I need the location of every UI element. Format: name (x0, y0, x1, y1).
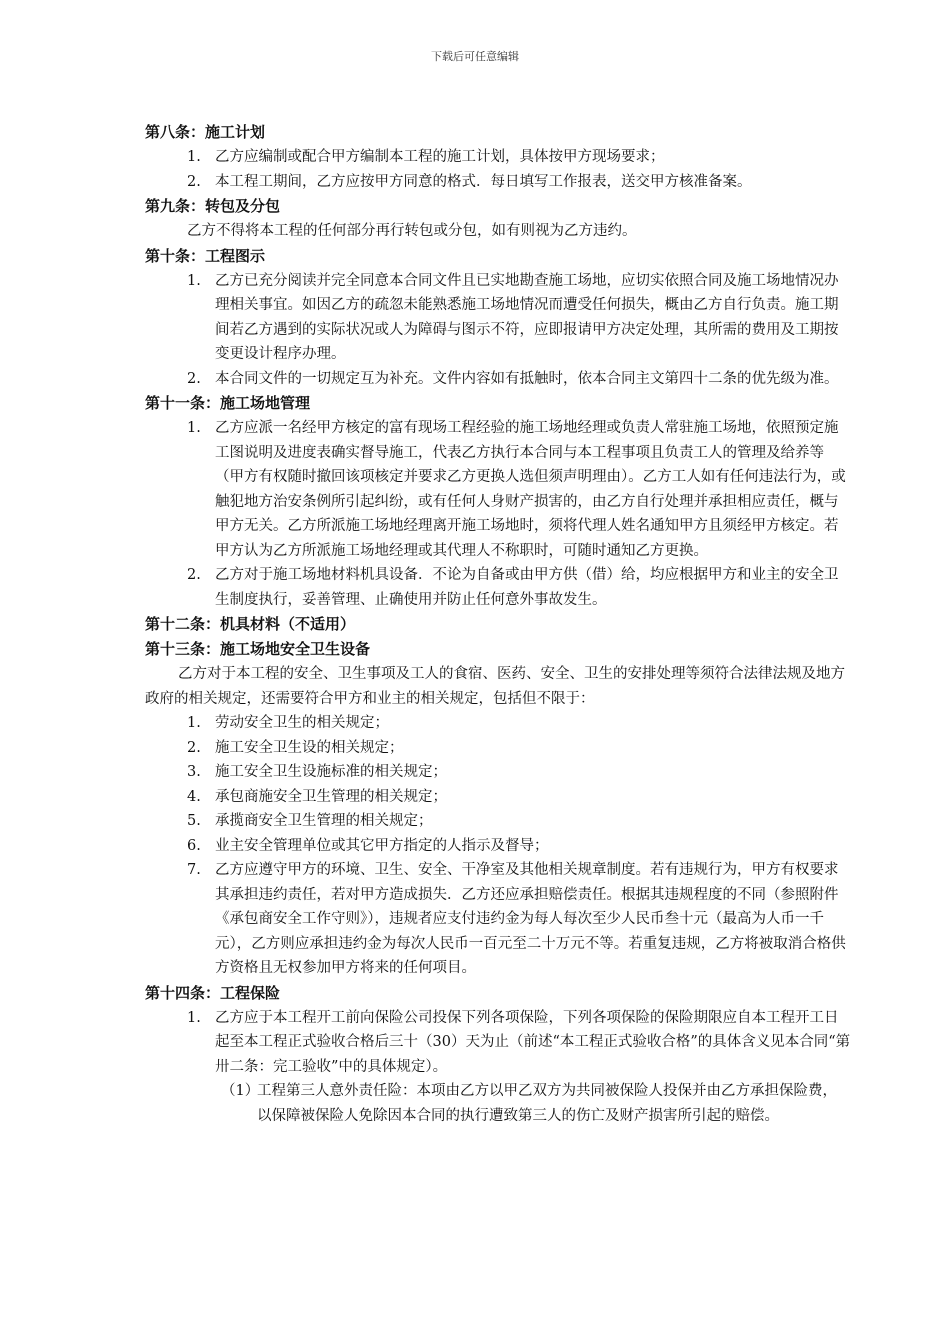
section-title: 第十二条：机具材料（不适用） (145, 615, 356, 633)
item-number: 1. (187, 149, 201, 165)
list-item (145, 1006, 851, 1080)
item-number: 1. (187, 1009, 201, 1026)
sub-item-text: 工程第三人意外责任险：本项由乙方以甲乙双方为共同被保险人投保并由乙方承担保险费，以保障被保险人免除因本合同的执行遭致第三人的伤亡及财产损害所引起的赔偿。 (257, 1083, 837, 1124)
section-title: 第十四条：工程保险 (145, 983, 281, 1002)
item-text: 承包商施安全卫生管理的相关规定； (215, 788, 447, 805)
item-text: 本工程工期间，乙方应按甲方同意的格式．每日填写工作报表，送交甲方核准备案。 (215, 173, 752, 190)
list-item (145, 416, 851, 563)
list-item (145, 145, 851, 170)
item-text: 业主安全管理单位或其它甲方指定的人指示及督导； (215, 837, 549, 854)
item-number: 5. (187, 813, 201, 829)
item-text: 乙方对于施工场地材料机具设备．不论为自备或由甲方供（借）给，均应根据甲方和业主的安全卫生制度执行，妥善管理、止确使用并防止任何意外事故发生。 (215, 567, 839, 608)
item-number: 2. (187, 370, 201, 387)
list-item (145, 170, 851, 195)
list-item (145, 711, 851, 736)
item-number: 4. (187, 788, 201, 805)
item-text: 施工安全卫生设施标准的相关规定； (215, 764, 447, 780)
item-text: 乙方已充分阅读并完全同意本合同文件且已实地勘查施工场地，应切实依照合同及施工场地情况办理相关事宜。如因乙方的疏忽未能熟悉施工场地情况而遭受任何损失，概由乙方自行负责。施工期间若乙方遇到的实际状况或人为障碍与图示不符，应即报请甲方决定处理，其所需的费用及工期按变更设计程序办理。 (215, 272, 839, 362)
item-number: 1. (187, 420, 201, 436)
section-paragraph: 乙方对于本工程的安全、卫生事项及工人的食宿、医药、安全、卫生的安排处理等须符合法律法规及地方政府的相关规定，还需要符合甲方和业主的相关规定，包括但不限于： (145, 666, 845, 707)
list-item (145, 858, 851, 981)
sub-item-number: （1） (221, 1083, 260, 1099)
item-text: 乙方应于本工程开工前向保险公司投保下列各项保险，下列各项保险的保险期限应自本工程开工日起至本工程正式验收合格后三十（30）天为止（前述“本工程正式验收合格”的具体含义见本合同“第卅二条：完工验收”中的具体规定）。 (215, 1009, 851, 1075)
item-number: 2. (187, 739, 201, 756)
section-title: 第十条：工程图示 (145, 246, 266, 265)
item-number: 1. (187, 272, 201, 289)
item-text: 本合同文件的一切规定互为补充。文件内容如有抵触时，依本合同主文第四十二条的优先级为准。 (215, 370, 839, 387)
list-item (145, 809, 851, 834)
item-number: 7. (187, 862, 201, 878)
list-item (145, 563, 851, 612)
item-number: 3. (187, 764, 201, 780)
list-item (145, 834, 851, 859)
item-text: 乙方应编制或配合甲方编制本工程的施工计划，具体按甲方现场要求； (215, 149, 665, 165)
sub-list-item (145, 1079, 851, 1128)
document-body (145, 120, 851, 1128)
item-number: 6. (187, 837, 201, 854)
item-text: 乙方应派一名经甲方核定的富有现场工程经验的施工场地经理或负责人常驻施工场地，依照预定施工图说明及进度表确实督导施工，代表乙方执行本合同与本工程事项且负责工人的管理及给养等（甲方有权随时撤回该项核定并要求乙方更换人选但须声明理由）。乙方工人如有任何违法行为，或触犯地方治安条例所引起纠纷，或有任何人身财产损害的，由乙方自行处理并承担相应责任，概与甲方无关。乙方所派施工场地经理离开施工场地时，须将代理人姓名通知甲方且须经甲方核定。若甲方认为乙方所派施工场地经理或其代理人不称职时，可随时通知乙方更换。 (215, 420, 846, 559)
section-title: 第九条：转包及分包 (145, 197, 281, 215)
section-title: 第十一条：施工场地管理 (145, 394, 311, 412)
item-text: 承揽商安全卫生管理的相关规定； (215, 813, 433, 829)
item-text: 乙方应遵守甲方的环境、卫生、安全、干净室及其他相关规章制度。若有违规行为，甲方有权要求其承担违约责任，若对甲方造成损失．乙方还应承担赔偿责任。根据其违规程度的不同（参照附件《承包商安全工作守则》），违规者应支付违约金为每人每次至少人民币叁十元（最高为人币一千元），乙方则应承担违约金为每次人民币一百元至二十万元不等。若重复违规，乙方将被取消合格供方资格且无权参加甲方将来的任何项目。 (215, 862, 846, 976)
list-item (145, 367, 851, 392)
list-item (145, 760, 851, 785)
item-text: 施工安全卫生设的相关规定； (215, 739, 404, 756)
item-number: 1. (187, 715, 201, 731)
item-number: 2. (187, 567, 201, 583)
page-header: 下载后可任意编辑 (431, 50, 519, 63)
list-item (145, 736, 851, 761)
list-item (145, 785, 851, 810)
item-number: 2. (187, 173, 201, 190)
section-title: 第十三条：施工场地安全卫生设备 (145, 640, 371, 658)
list-item (145, 269, 851, 367)
section-paragraph: 乙方不得将本工程的任何部分再行转包或分包，如有则视为乙方违约。 (187, 223, 637, 239)
section-title: 第八条：施工计划 (145, 123, 266, 141)
item-text: 劳动安全卫生的相关规定； (215, 715, 389, 731)
